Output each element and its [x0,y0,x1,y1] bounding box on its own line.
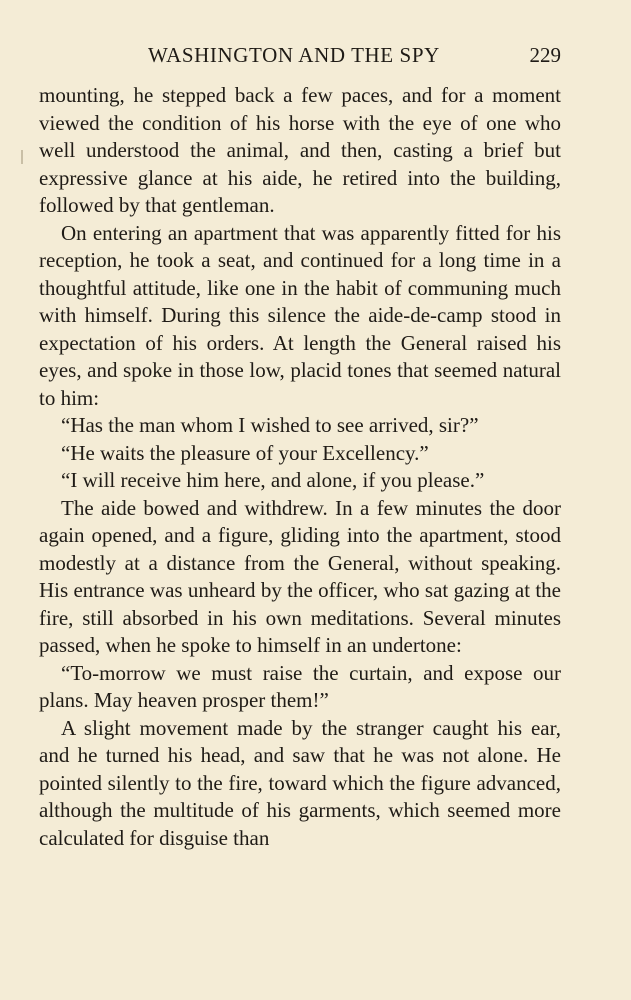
paragraph-text: A slight movement made by the stranger caught his ear, and he turned his head, and saw that he was not alone. He pointed silently to the fire, toward which the figure advanced, although the multitude of his garments, which seemed more calculated for disguise than [39,715,561,850]
page-number: 229 [529,43,561,67]
paragraph [39,220,561,413]
body-text [39,82,561,852]
paragraph-text: mounting, he stepped back a few paces, and for a moment viewed the condition of his horse with the eye of one who well understood the animal, and then, casting a brief but expressive glance at his aide, he retired into the building, followed by that gentleman. [39,83,561,217]
paragraph-text: “Has the man whom I wished to see arrived, sir?” [61,413,479,437]
paragraph-text: “To-morrow we must raise the curtain, and expose our plans. May heaven prosper them!” [39,660,561,712]
paragraph [39,495,561,660]
paragraph-text: On entering an apartment that was apparently fitted for his reception, he took a seat, and continued for a long time in a thoughtful attitude, like one in the habit of communing much with himself. During this silence the aide-de-camp stood in expectation of his orders. At length the General raised his eyes, and spoke in those low, placid tones that seemed natural to him: [39,220,561,410]
running-head [0,40,631,70]
paragraph-text: The aide bowed and withdrew. In a few minutes the door again opened, and a figure, gliding into the apartment, stood modestly at a distance from the General, without speaking. His entrance was unheard by the officer, who sat gazing at the fire, still absorbed in his own meditations. Several minutes passed, when he spoke to himself in an undertone: [39,495,561,657]
paragraph-text: “He waits the pleasure of your Excellency.” [61,440,429,465]
dialogue-line [39,467,561,495]
dialogue-line [39,412,561,440]
paragraph-text: “I will receive him here, and alone, if you please.” [61,468,485,492]
dialogue-line [39,440,561,468]
margin-mark [21,150,23,164]
paragraph [39,82,561,220]
running-title: WASHINGTON AND THE SPY [148,43,440,67]
paragraph [39,715,561,853]
dialogue-line [39,660,561,715]
